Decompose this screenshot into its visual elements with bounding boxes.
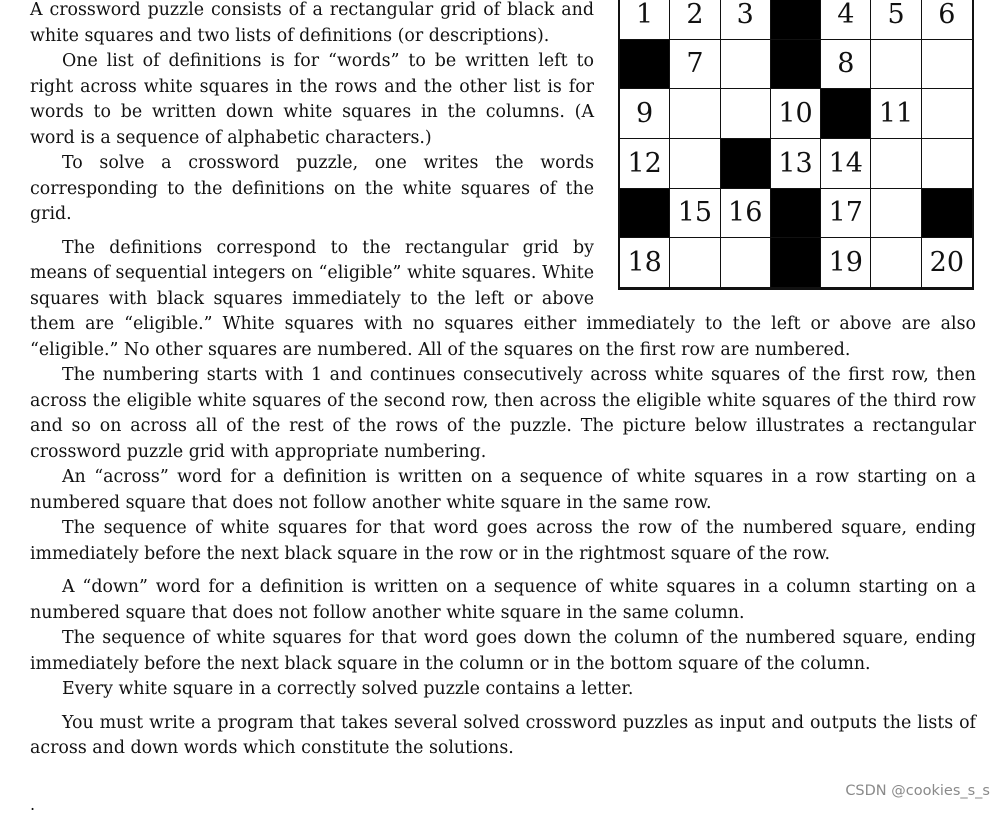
grid-cell-white (670, 89, 720, 139)
paragraph-definitions: One list of definitions is for “words” to be written left to right across white squares in the rows and the other list is for words to be written down white squares in the columns. (A word is a sequence of alphabetic characters.) (30, 51, 594, 148)
paragraph-down-end: The sequence of white squares for that word goes down the column of the numbered square, ending immediately before the next black square in the column or in the bottom square of the column. (30, 628, 976, 674)
paragraph-intro: A crossword puzzle consists of a rectangular grid of black and white squares and two lists of definitions (or descriptions). (30, 0, 594, 46)
paragraph-solving: To solve a crossword puzzle, one writes the words corresponding to the definitions on the white squares of the grid. (30, 153, 594, 224)
grid-cell-white: 5 (871, 0, 921, 40)
grid-cell-white: 4 (821, 0, 871, 40)
grid-cell-white: 10 (771, 89, 821, 139)
grid-cell-white: 9 (620, 89, 670, 139)
problem-statement (30, 0, 976, 762)
grid-cell-white (922, 40, 972, 90)
paragraph-numbering: The numbering starts with 1 and continues consecutively across white squares of the first row, then across the eligible white squares of the second row, then across the eligible white squares of the third row and so on across all of the rest of the rows of the puzzle. The picture below illustrates a rectangular crossword puzzle grid with appropriate numbering. (30, 365, 976, 462)
grid-cell-white (922, 89, 972, 139)
grid-cell-black (771, 40, 821, 90)
grid-cell-black (620, 40, 670, 90)
paragraph-across-end: The sequence of white squares for that word goes across the row of the numbered square, ending immediately before the next black square in the row or in the rightmost square of the row. (30, 518, 976, 564)
grid-cell-white: 20 (922, 238, 972, 288)
paragraph-letters: Every white square in a correctly solved puzzle contains a letter. (62, 679, 634, 699)
grid-cell-white (670, 139, 720, 189)
grid-cell-white (721, 238, 771, 288)
grid-cell-white: 13 (771, 139, 821, 189)
grid-cell-white: 15 (670, 189, 720, 239)
grid-cell-black (771, 238, 821, 288)
grid-cell-black (922, 189, 972, 239)
paragraph-task: You must write a program that takes several solved crossword puzzles as input and outputs the lists of across and down words which constitute the solutions. (30, 712, 976, 758)
grid-cell-white: 17 (821, 189, 871, 239)
paragraph-eligible: The definitions correspond to the rectangular grid by means of sequential integers on “eligible” white squares. White squares with black squares immediately to the left or above them are “eligible.” White squares with no squares either immediately to the left or above are also “eligible.” No other squares are numbered. All of the squares on the first row are numbered. (30, 237, 976, 360)
grid-cell-white: 8 (821, 40, 871, 90)
paragraph-across-start: An “across” word for a definition is written on a sequence of white squares in a row starting on a numbered square that does not follow another white square in the same row. (30, 467, 976, 513)
grid-cell-white: 11 (871, 89, 921, 139)
grid-cell-white (670, 238, 720, 288)
grid-cell-black (620, 189, 670, 239)
grid-cell-black (771, 0, 821, 40)
grid-cell-white (721, 89, 771, 139)
grid-cell-white: 2 (670, 0, 720, 40)
grid-cell-white (871, 139, 921, 189)
grid-cell-white: 6 (922, 0, 972, 40)
grid-cell-black (721, 139, 771, 189)
grid-cell-white (871, 238, 921, 288)
grid-cell-white (871, 40, 921, 90)
grid-cell-white: 1 (620, 0, 670, 40)
grid-cell-white: 14 (821, 139, 871, 189)
grid-cell-white: 19 (821, 238, 871, 288)
grid-cell-black (771, 189, 821, 239)
grid-cell-white: 3 (721, 0, 771, 40)
grid-cell-white: 18 (620, 238, 670, 288)
grid-cell-white (721, 40, 771, 90)
grid-cell-white: 12 (620, 139, 670, 189)
grid-cell-white (871, 189, 921, 239)
crossword-grid (618, 0, 974, 290)
paragraph-down-start: A “down” word for a definition is written on a sequence of white squares in a column starting on a numbered square that does not follow another white square in the same column. (30, 577, 976, 623)
stray-mark: . (30, 795, 36, 814)
grid-cell-black (821, 89, 871, 139)
crossword-figure (616, 0, 976, 293)
grid-cell-white (922, 139, 972, 189)
grid-cell-white: 7 (670, 40, 720, 90)
grid-cell-white: 16 (721, 189, 771, 239)
csdn-watermark: CSDN @cookies_s_s (845, 783, 990, 799)
